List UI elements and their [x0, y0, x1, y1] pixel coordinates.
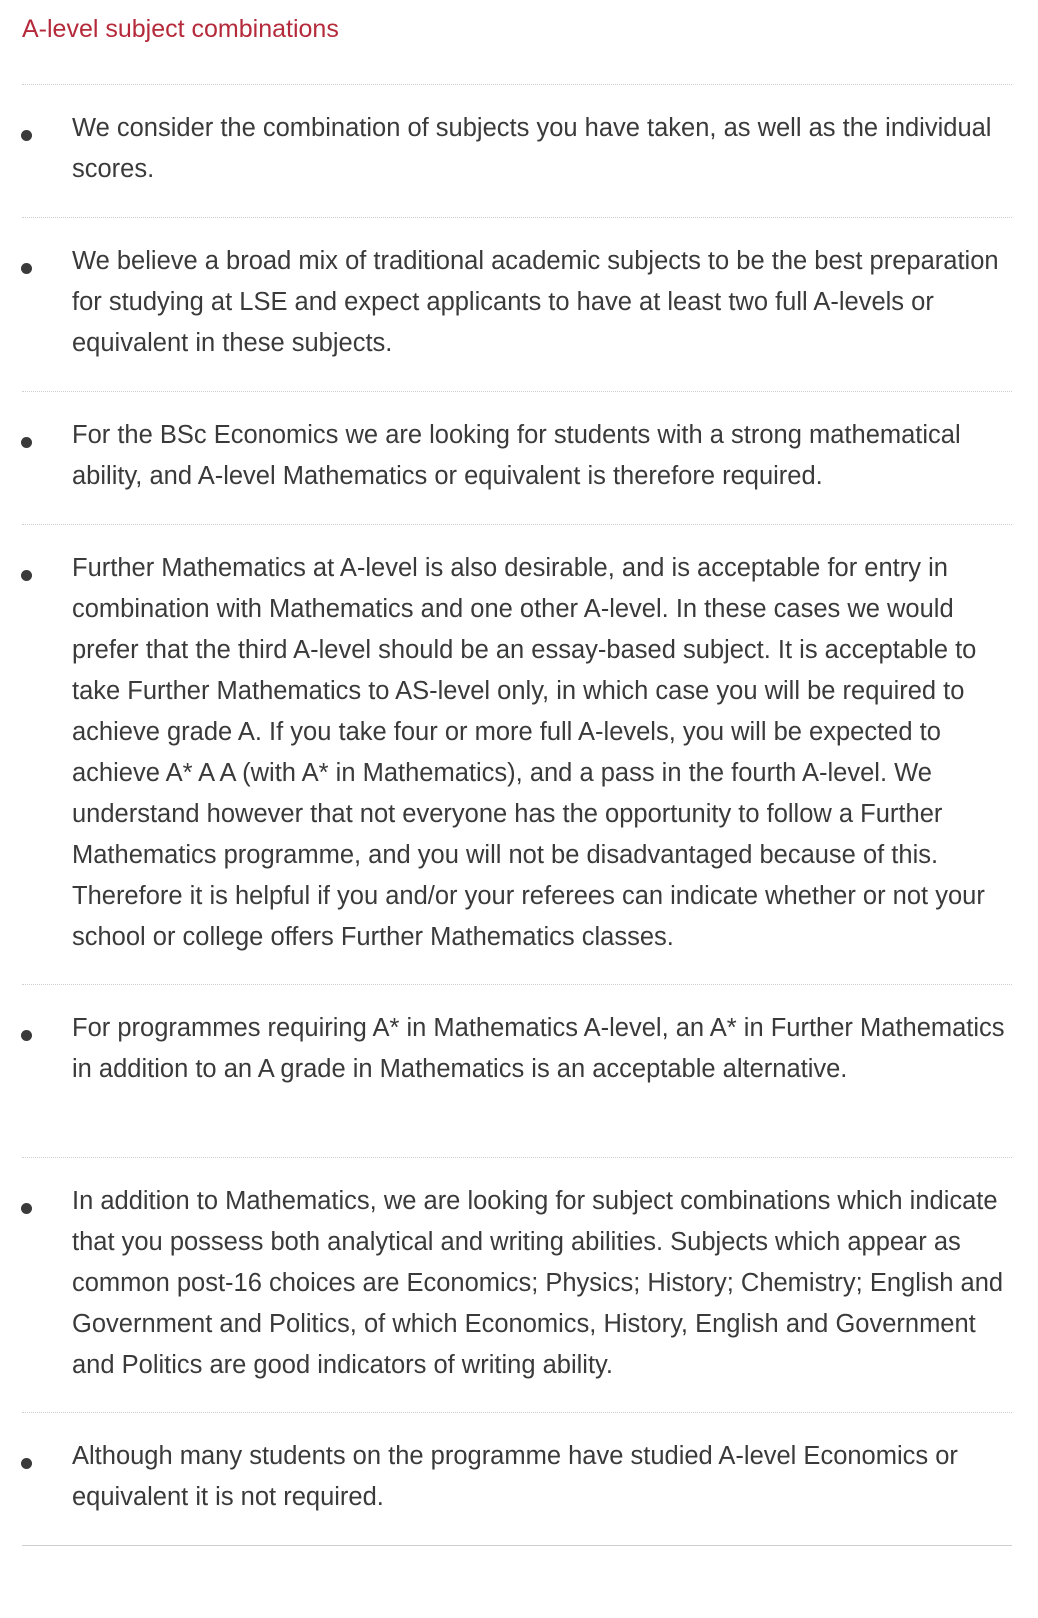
list-item-text: Further Mathematics at A-level is also desirable, and is acceptable for entry in combination with Mathematics and one other A-level. In these cases we would prefer that the third A-level should be an essay-based subject. It is acceptable to take Further Mathematics to AS-level only, in which case you will be required to achieve grade A. If you take four or more full A-levels, you will be expected to achieve A* A A (with A* in Mathematics), and a pass in the fourth A-level. We understand however that not everyone has the opportunity to follow a Further Mathematics programme, and you will not be disadvantaged because of this. Therefore it is helpful if you and/or your referees can indicate whether or not your school or college offers Further Mathematics classes. — [72, 554, 985, 951]
divider — [22, 1157, 1012, 1158]
divider — [22, 84, 1012, 85]
bullet-icon — [21, 130, 32, 141]
list-item-text: We believe a broad mix of traditional academic subjects to be the best preparation for studying at LSE and expect applicants to have at least two full A-levels or equivalent in these subjects. — [72, 247, 999, 357]
bullet-icon — [21, 263, 32, 274]
section-title: A-level subject combinations — [22, 15, 339, 43]
bullet-icon — [21, 1030, 32, 1041]
divider — [22, 984, 1012, 985]
bullet-icon — [21, 570, 32, 581]
bottom-divider — [22, 1545, 1012, 1546]
list-item-text: For the BSc Economics we are looking for students with a strong mathematical ability, and A-level Mathematics or equivalent is therefore required. — [72, 421, 961, 490]
list-item-text: We consider the combination of subjects you have taken, as well as the individual scores. — [72, 114, 992, 183]
bullet-icon — [21, 1203, 32, 1214]
bullet-icon — [21, 1458, 32, 1469]
list-item-text: For programmes requiring A* in Mathematics A-level, an A* in Further Mathematics in addition to an A grade in Mathematics is an acceptable alternative. — [72, 1014, 1005, 1083]
divider — [22, 524, 1012, 525]
divider — [22, 217, 1012, 218]
divider — [22, 1412, 1012, 1413]
divider — [22, 391, 1012, 392]
bullet-icon — [21, 437, 32, 448]
list-item-text: In addition to Mathematics, we are looking for subject combinations which indicate that you possess both analytical and writing abilities. Subjects which appear as common post-16 choices are Economics; Physics; History; Chemistry; English and Government and Politics, of which Economics, History, English and Government and Politics are good indicators of writing ability. — [72, 1187, 1004, 1379]
list-item-text: Although many students on the programme have studied A-level Economics or equivalent it is not required. — [72, 1442, 958, 1511]
